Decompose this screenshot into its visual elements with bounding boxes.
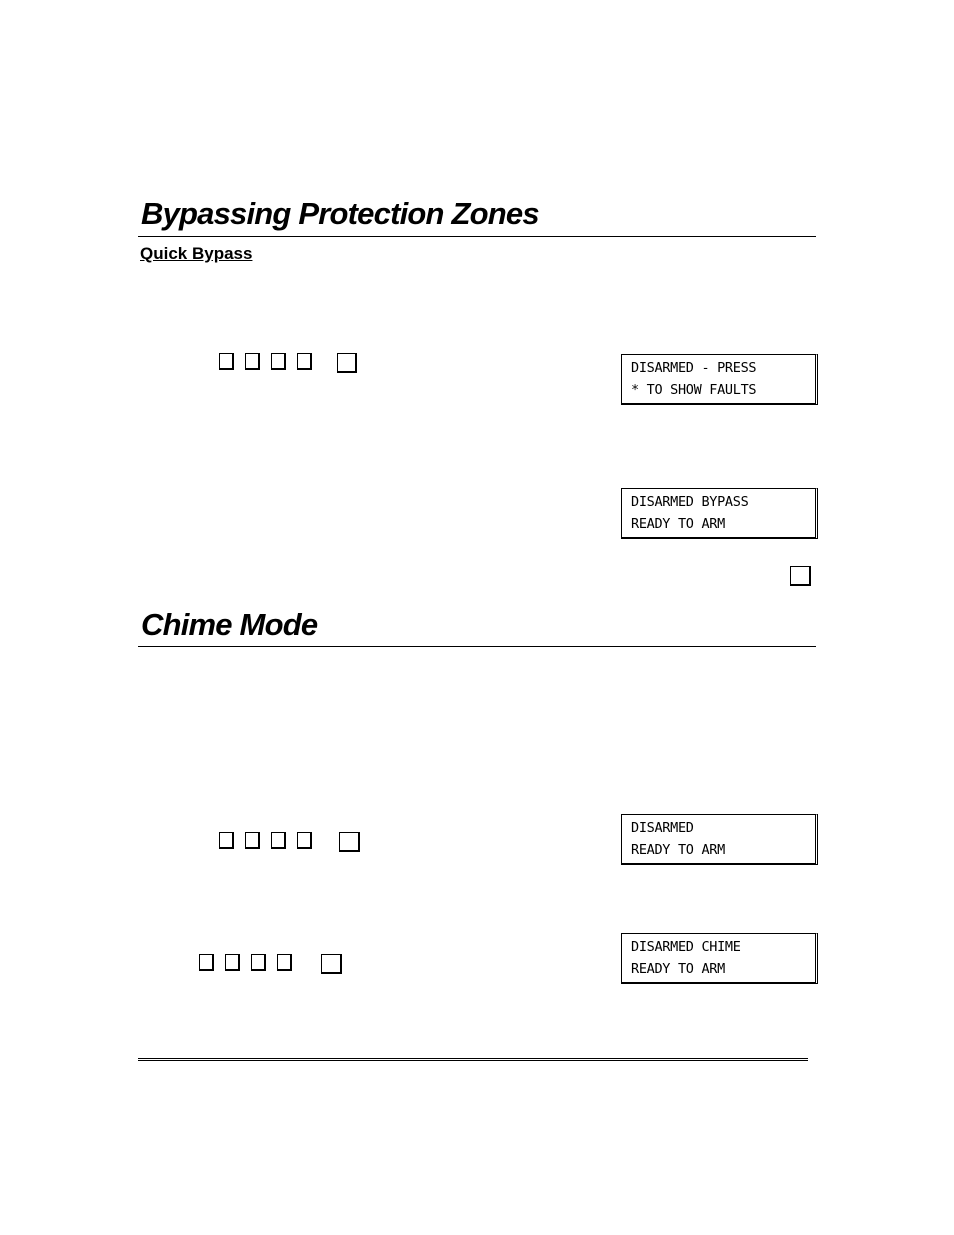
keypad-key-box bbox=[790, 566, 811, 586]
lcd-display-disarmed-ready bbox=[621, 814, 818, 865]
lcd-line-2: READY TO ARM bbox=[631, 961, 725, 977]
keypad-key-box bbox=[337, 353, 357, 373]
lcd-line-1: DISARMED CHIME bbox=[631, 939, 741, 955]
lcd-line-2: * TO SHOW FAULTS bbox=[631, 382, 757, 398]
keypad-key-box bbox=[219, 832, 234, 849]
keypad-key-box bbox=[225, 954, 240, 971]
keypad-key-box bbox=[219, 353, 234, 370]
lcd-display-disarmed-press bbox=[621, 354, 818, 405]
lcd-line-1: DISARMED - PRESS bbox=[631, 360, 757, 376]
section-title-bypassing-protection-zones: Bypassing Protection Zones bbox=[141, 196, 539, 231]
section-title-chime-mode: Chime Mode bbox=[141, 607, 318, 642]
footer-divider bbox=[138, 1058, 808, 1061]
lcd-line-2: READY TO ARM bbox=[631, 842, 725, 858]
keypad-key-box bbox=[277, 954, 292, 971]
keypad-key-box bbox=[245, 353, 260, 370]
keypad-key-box bbox=[297, 353, 312, 370]
section-divider bbox=[138, 646, 816, 647]
keypad-key-box bbox=[245, 832, 260, 849]
lcd-line-2: READY TO ARM bbox=[631, 516, 725, 532]
keypad-key-box bbox=[199, 954, 214, 971]
keypad-key-box bbox=[271, 353, 286, 370]
keypad-key-box bbox=[321, 954, 342, 974]
keypad-key-box bbox=[271, 832, 286, 849]
subheading-quick-bypass: Quick Bypass bbox=[140, 244, 253, 263]
lcd-line-1: DISARMED bbox=[631, 820, 694, 836]
lcd-line-1: DISARMED BYPASS bbox=[631, 494, 749, 510]
keypad-key-box bbox=[297, 832, 312, 849]
keypad-key-box bbox=[339, 832, 360, 852]
section-divider bbox=[138, 236, 816, 237]
keypad-key-box bbox=[251, 954, 266, 971]
lcd-display-disarmed-chime bbox=[621, 933, 818, 984]
lcd-display-disarmed-bypass bbox=[621, 488, 818, 539]
